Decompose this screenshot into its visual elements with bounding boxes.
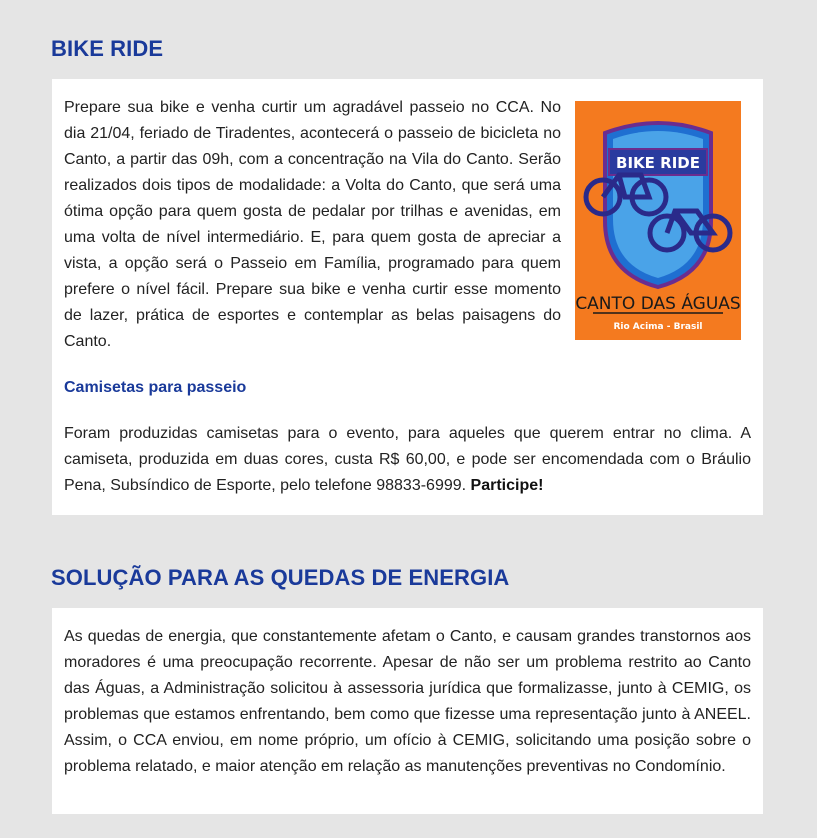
bike-ride-logo — [575, 101, 741, 340]
shirts-cta: Participe! — [470, 477, 544, 494]
shirts-paragraph — [64, 421, 751, 499]
bicycles-shield-logo-icon — [575, 101, 741, 340]
energy-paragraph: As quedas de energia, que constantemente afetam o Canto, e causam grandes transtornos aos moradores é uma preocupação recorrente. Apesar de não ser um problema restrito ao Canto das Águas, a Administração solicitou à assessoria jurídica que formalizasse, junto à CEMIG, os problemas que estamos enfrentando, bem como que fizesse uma representação junto à ANEEL. Assim, o CCA enviou, em nome próprio, um ofício à CEMIG, solicitando uma posição sobre o problema relatado, e maior atenção em relação as manutenções preventivas no Condomínio. — [64, 628, 751, 775]
shirts-text: Foram produzidas camisetas para o evento, para aqueles que querem entrar no clima. A camiseta, produzida em duas cores, custa R$ 60,00, e pode ser encomendada com o Bráulio Pena, Subsíndico de Esporte, pelo telefone 98833-6999. — [64, 425, 751, 494]
energy-title: SOLUÇÃO PARA AS QUEDAS DE ENERGIA — [51, 565, 510, 590]
bike-ride-card — [52, 79, 763, 515]
bike-ride-intro: Prepare sua bike e venha curtir um agradável passeio no CCA. No dia 21/04, feriado de Tiradentes, acontecerá o passeio de bicicleta no Canto, a partir das 09h, com a concentração na Vila do Canto. Serão realizados dois tipos de modalidade: a Volta do Canto, que será uma ótima opção para quem gosta de pedalar por trilhas e avenidas, em uma volta de nível intermediário. E, para quem gosta de apreciar a vista, a opção será o Passeio em Família, programado para quem prefere o nível fácil. Prepare sua bike e venha curtir esse momento de lazer, prática de esportes e contemplar as belas paisagens do Canto. — [64, 99, 561, 350]
logo-brand: CANTO DAS ÁGUAS — [575, 294, 741, 314]
shirts-subheading: Camisetas para passeio — [64, 379, 247, 396]
bike-ride-title: BIKE RIDE — [51, 36, 164, 61]
energy-card — [52, 608, 763, 814]
logo-title: BIKE RIDE — [616, 154, 700, 172]
logo-location: Rio Acima - Brasil — [613, 322, 703, 332]
